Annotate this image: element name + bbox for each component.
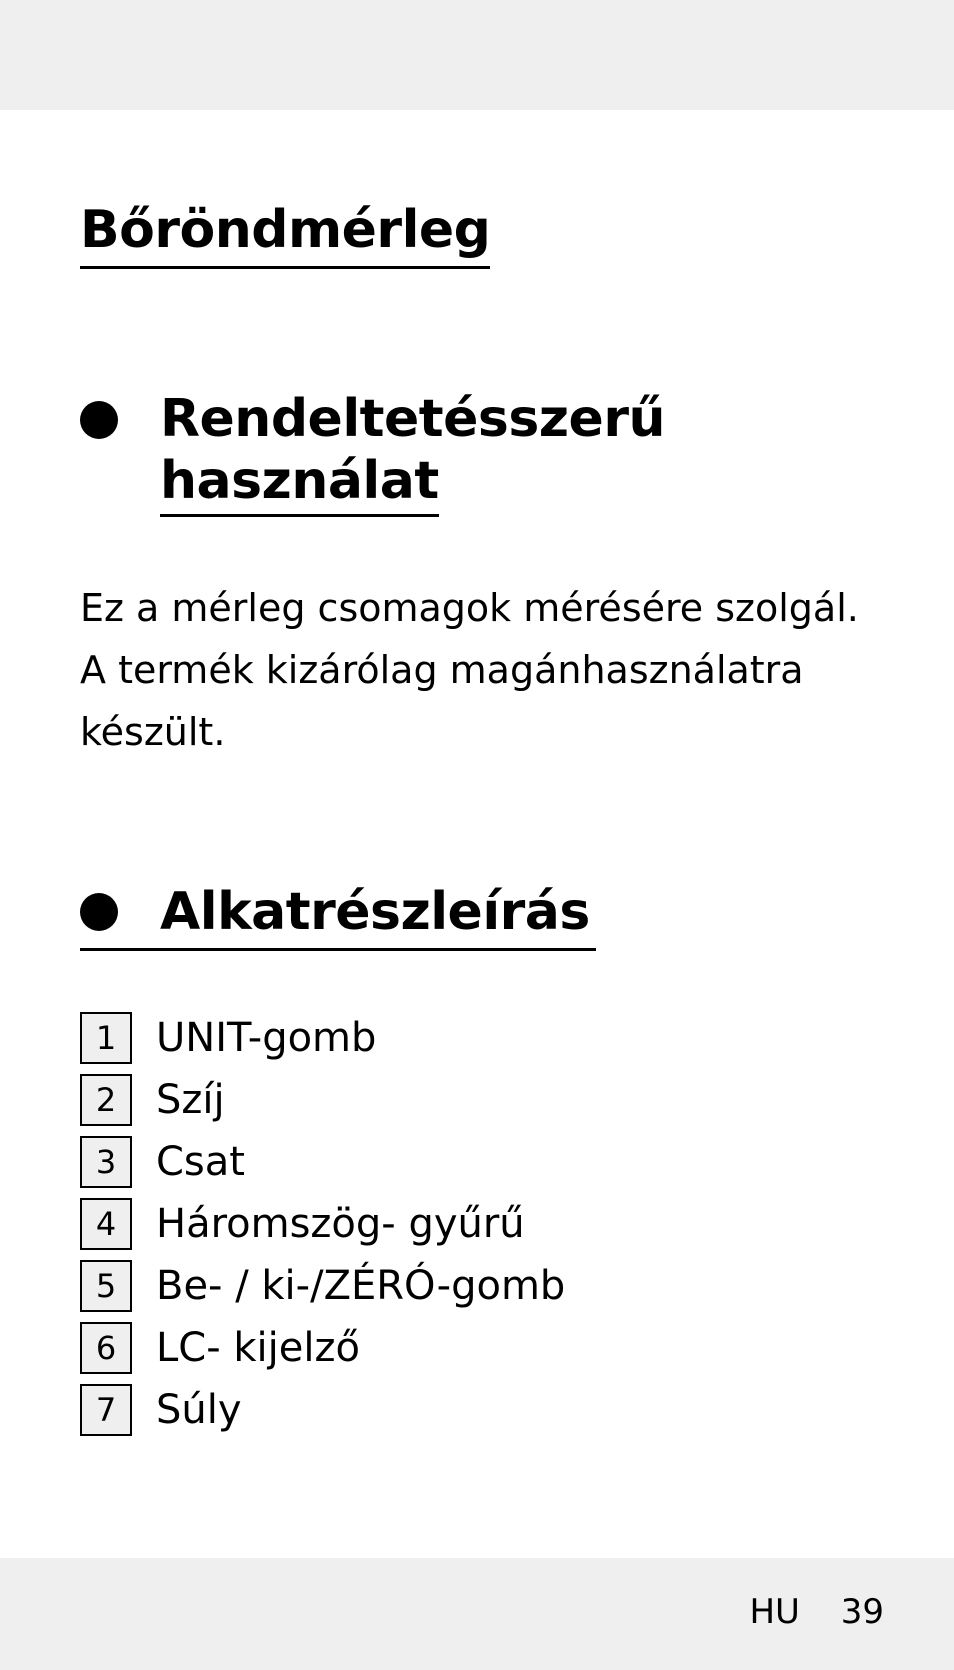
list-item bbox=[80, 1131, 565, 1193]
part-label: Háromszög- gyűrű bbox=[156, 1201, 525, 1247]
list-item bbox=[80, 1007, 565, 1069]
part-number-box: 2 bbox=[80, 1074, 132, 1126]
list-item bbox=[80, 1255, 565, 1317]
heading-line-1: Rendeltetésszerű bbox=[160, 389, 665, 449]
section-heading-intended-use bbox=[160, 388, 665, 517]
part-number-box: 7 bbox=[80, 1384, 132, 1436]
intended-use-paragraph bbox=[80, 577, 900, 763]
list-item bbox=[80, 1069, 565, 1131]
parts-list bbox=[80, 1007, 565, 1441]
section-bullet-parts bbox=[80, 893, 118, 931]
part-number-box: 5 bbox=[80, 1260, 132, 1312]
footer-language: HU bbox=[749, 1592, 800, 1632]
paragraph-line: Ez a mérleg csomagok mérésére szolgál. bbox=[80, 586, 859, 630]
parts-heading-text: Alkatrészleírás bbox=[160, 882, 590, 942]
heading-line-2: használat bbox=[160, 450, 439, 517]
paragraph-line: készült. bbox=[80, 710, 226, 754]
part-label: Csat bbox=[156, 1139, 245, 1185]
part-label: LC- kijelző bbox=[156, 1325, 360, 1371]
list-item bbox=[80, 1193, 565, 1255]
part-label: Be- / ki-/ZÉRÓ-gomb bbox=[156, 1263, 566, 1309]
section-heading-parts bbox=[80, 876, 596, 951]
paragraph-line: A termék kizárólag magánhasználatra bbox=[80, 648, 804, 692]
list-item bbox=[80, 1317, 565, 1379]
document-title: Bőröndmérleg bbox=[80, 198, 490, 269]
part-number-box: 3 bbox=[80, 1136, 132, 1188]
top-band bbox=[0, 0, 954, 110]
list-item bbox=[80, 1379, 565, 1441]
part-label: UNIT-gomb bbox=[156, 1015, 377, 1061]
part-label: Szíj bbox=[156, 1077, 225, 1123]
part-number-box: 1 bbox=[80, 1012, 132, 1064]
footer-page-number: 39 bbox=[840, 1592, 884, 1632]
part-number-box: 4 bbox=[80, 1198, 132, 1250]
page-footer bbox=[749, 1590, 884, 1634]
part-number-box: 6 bbox=[80, 1322, 132, 1374]
part-label: Súly bbox=[156, 1387, 242, 1433]
section-bullet-intended-use bbox=[80, 401, 118, 439]
